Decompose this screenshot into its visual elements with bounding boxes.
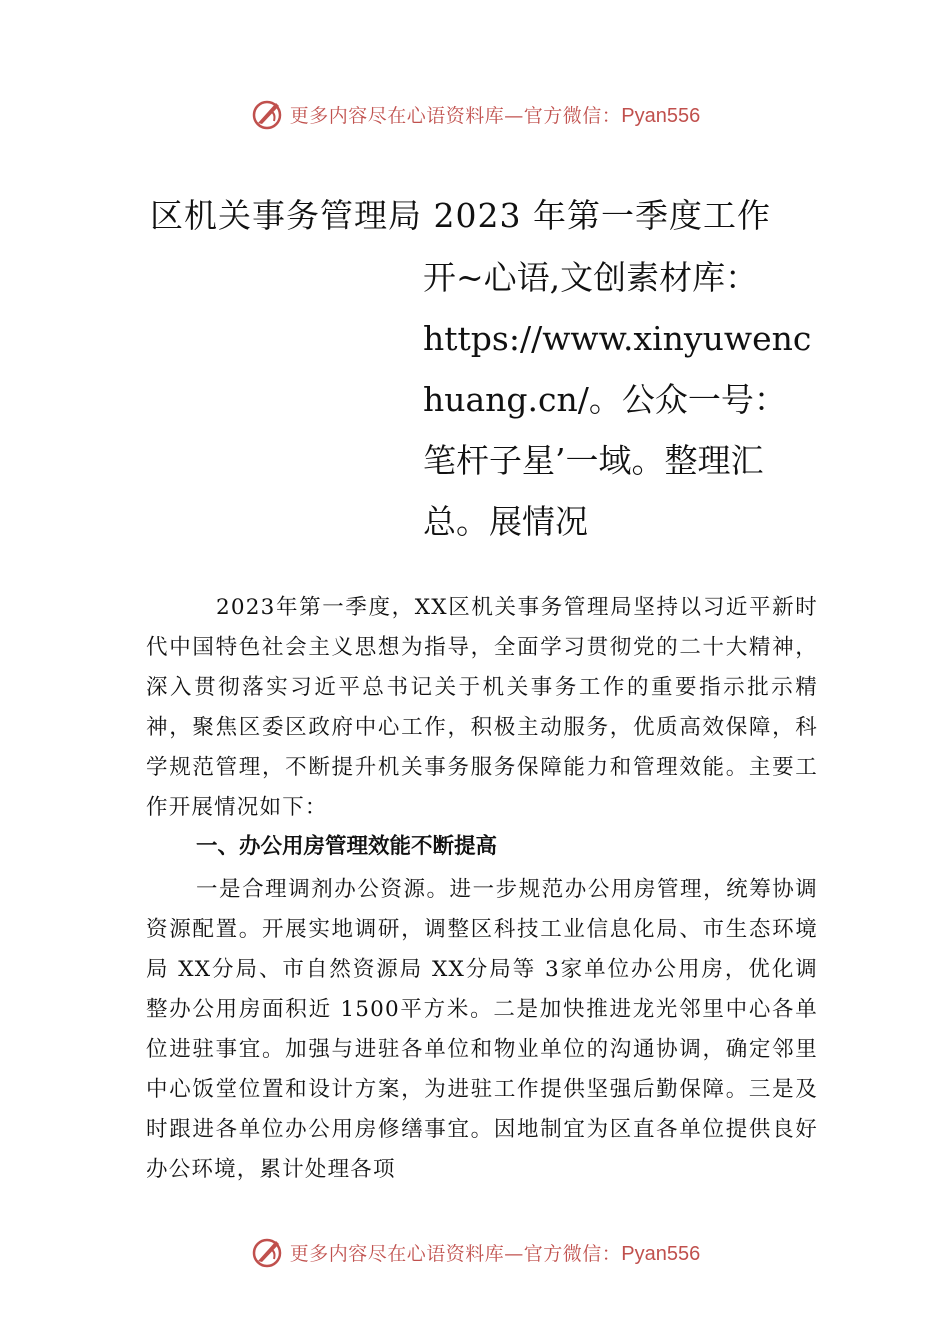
banner-text: 更多内容尽在心语资料库—官方微信：Pyan556 bbox=[289, 104, 701, 127]
title-line: https://www.xinyuwenc bbox=[423, 319, 812, 358]
title-line: 总。展情况 bbox=[423, 502, 588, 541]
banner-handle: Pyan556 bbox=[621, 1242, 701, 1265]
section-heading: 一、办公用房管理效能不断提高 bbox=[196, 834, 498, 859]
banner-text: 更多内容尽在心语资料库—官方微信：Pyan556 bbox=[289, 1242, 701, 1265]
header-banner bbox=[0, 94, 950, 134]
section-paragraph: 一是合理调剂办公资源。进一步规范办公用房管理，统筹协调资源配置。开展实地调研，调整区科技工业信息化局、市生态环境局 XX分局、市自然资源局 XX分局等 3家单位办公用房，优化调整办公用房面积近 1500平方米。二是加快推进龙光邻里中心各单位进驻事宜。加强与进驻各单位和物业单位的沟通协调，确定邻里中心饭堂位置和设计方案，为进驻工作提供坚强后勤保障。三是及时跟进各单位办公用房修缮事宜。因地制宜为区直各单位提供良好办公环境，累计处理各项 bbox=[146, 877, 818, 1182]
title-line: huang.cn/。公众一号： bbox=[423, 380, 787, 419]
banner-handle: Pyan556 bbox=[621, 104, 701, 127]
title-continuation bbox=[423, 247, 812, 552]
intro-paragraph: 2023年第一季度，XX区机关事务管理局坚持以习近平新时代中国特色社会主义思想为指导，全面学习贯彻党的二十大精神，深入贯彻落实习近平总书记关于机关事务工作的重要指示批示精神，聚焦区委区政府中心工作，积极主动服务，优质高效保障，科学规范管理，不断提升机关事务服务保障能力和管理效能。主要工作开展情况如下： bbox=[146, 595, 818, 820]
quill-logo-icon bbox=[250, 1235, 284, 1269]
footer-banner bbox=[0, 1232, 950, 1272]
document-title: 区机关事务管理局 2023 年第一季度工作 bbox=[150, 196, 771, 235]
title-line: 笔杆子星’一域。整理汇 bbox=[423, 441, 764, 480]
quill-logo-icon bbox=[250, 97, 284, 131]
title-line: 开~心语,文创素材库： bbox=[423, 258, 759, 297]
